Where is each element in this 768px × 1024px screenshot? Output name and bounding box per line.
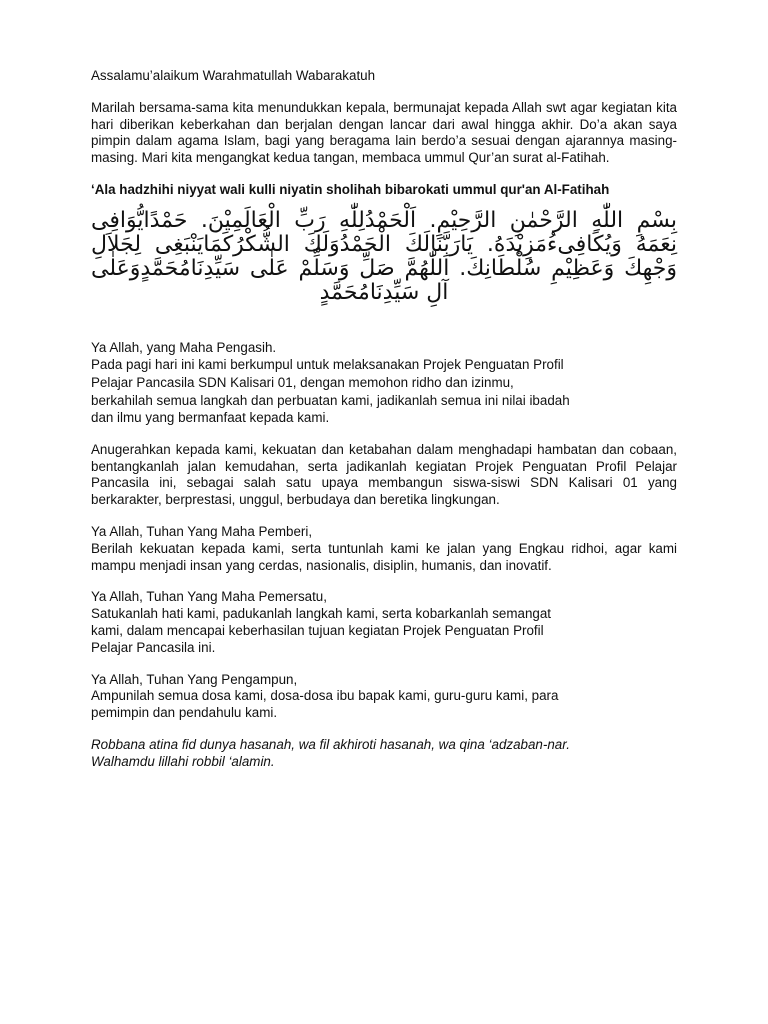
prayer-heading: Ya Allah, Tuhan Yang Maha Pemberi, [91,523,313,539]
spacer [91,722,677,737]
spacer [91,167,677,182]
spacer [91,85,677,100]
closing-line: Walhamdu lillahi robbil ‘alamin. [91,753,275,769]
greeting: Assalamu’alaikum Warahmatullah Wabarakatuh [91,68,376,83]
prayer-section-1 [91,339,677,427]
prayer-line: Pelajar Pancasila SDN Kalisari 01, dengan memohon ridho dan izinmu, [91,374,514,390]
spacer [91,509,677,524]
prayer-line: Pelajar Pancasila ini. [91,639,216,655]
prayer-section-5 [91,672,677,722]
prayer-line: Pada pagi hari ini kami berkumpul untuk melaksanakan Projek Penguatan Profil [91,357,564,373]
prayer-line: kami, dalam mencapai keberhasilan tujuan kegiatan Projek Penguatan Profil [91,622,544,638]
prayer-heading: Ya Allah, Tuhan Yang Pengampun, [91,671,298,687]
prayer-section-2 [91,442,677,509]
prayer-section-4 [91,589,677,656]
prayer-line: Satukanlah hati kami, padukanlah langkah kami, serta kobarkanlah semangat [91,606,552,622]
document-page [91,68,677,771]
prayer-line: pemimpin dan pendahulu kami. [91,705,278,721]
intention-paragraph: ‘Ala hadzhihi niyyat wali kulli niyatin sholihah bibarokati ummul qur'an Al-Fatihah [91,181,610,197]
prayer-line: dan ilmu yang bermanfaat kepada kami. [91,410,330,426]
intro-paragraph: Marilah bersama-sama kita menundukkan kepala, bermunajat kepada Allah swt agar kegiatan kita hari diberikan keberkahan dan berjalan dengan lancar dari awal hingga akhir. Do’a akan saya pimpin dalam agama Islam, bagi yang beragama lain berdo’a sesuai dengan ajarannya masing-masing. Mari kita mengangkat kedua tangan, membaca ummul Qur’an surat al-Fatihah. [91,99,677,166]
spacer [91,327,677,339]
spacer [91,574,677,589]
closing-line: Robbana atina fid dunya hasanah, wa fil akhiroti hasanah, wa qina ‘adzaban-nar. [91,736,570,752]
prayer-section-3 [91,524,677,574]
prayer-body: Berilah kekuatan kepada kami, serta tuntunlah kami ke jalan yang Engkau ridhoi, agar kami mampu menjadi insan yang cerdas, nasionalis, disiplin, humanis, dan inovatif. [91,540,677,573]
prayer-line: berkahilah semua langkah dan perbuatan kami, jadikanlah semua ini nilai ibadah [91,392,570,408]
spacer [91,427,677,442]
spacer [91,657,677,672]
prayer-heading: Ya Allah, yang Maha Pengasih. [91,339,277,355]
prayer-heading: Ya Allah, Tuhan Yang Maha Pemersatu, [91,589,327,605]
prayer-body: Anugerahkan kepada kami, kekuatan dan ketabahan dalam menghadapi hambatan dan cobaan, bentangkanlah jalan kemudahan, serta jadikanlah kegiatan Projek Penguatan Profil Pelajar Pancasila ini, sebagai salah satu upaya membangun siswa-siswi SDN Kalisari 01 yang berkarakter, berprestasi, unggul, berbudaya dan beretika lingkungan. [91,441,677,508]
prayer-line: Ampunilah semua dosa kami, dosa-dosa ibu bapak kami, guru-guru kami, para [91,688,559,704]
arabic-prayer: بِسْمِ اللّٰهِ الرَّحْمٰنِ الرَّحِيْمِ. اَلْحَمْدُلِلّٰهِ رَبِّ الْعَالَمِيْنَ. حَمْدًايُّوَافِى نِعَمَهُ وَيُكَافِىءُمَزِيْدَهُ. يَارَبَّنَالَكَ الْحَمْدُوَلَكَ الشُّكْرُكَمَايَنْبَغِى لِجَلاَلِ وَجْهِكَ وَعَظِيْمِ سُلْطَانِكَ. اَللّٰهُمَّ صَلِّ وَسَلِّمْ عَلٰى سَيِّدِنَامُحَمَّدٍوَعَلٰى آلِ سَيِّدِنَامُحَمَّدٍ [91,207,677,305]
closing-prayer [91,737,677,771]
